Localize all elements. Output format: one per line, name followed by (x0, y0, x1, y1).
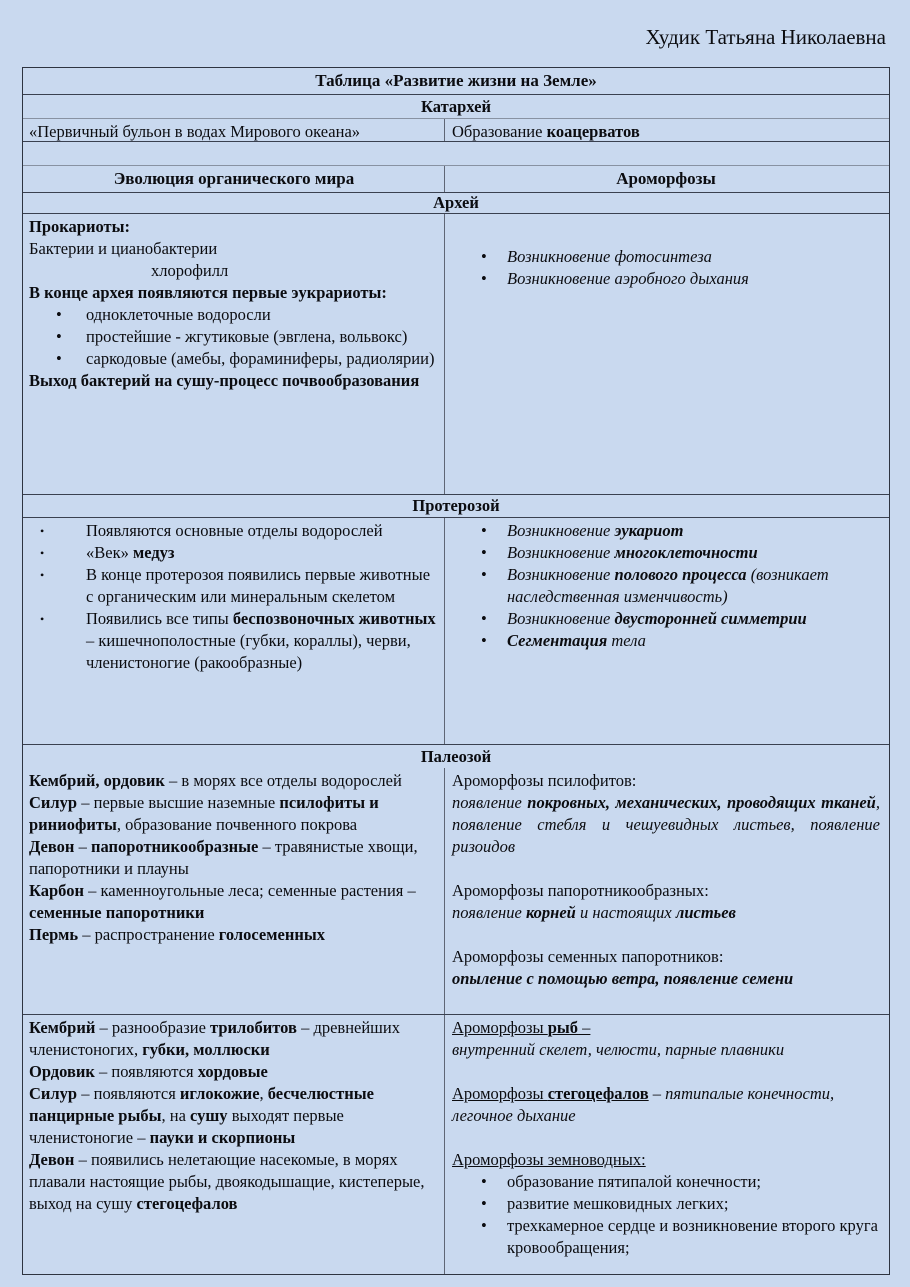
column-header-row (23, 165, 889, 192)
bacteria-line: Бактерии и цианобактерии (29, 239, 218, 258)
table-title-row (23, 68, 889, 94)
life-development-table (22, 67, 890, 1275)
paleozoi-plants-right-cell (445, 768, 888, 1014)
ferns-heading: Ароморфозы папоротникообразных: (452, 881, 709, 900)
archei-right-cell (445, 214, 888, 494)
blank-line (452, 1127, 880, 1149)
list-item: • Возникновение полового процесса (возникает наследственная изменчивость) (452, 564, 880, 608)
column-header-right-cell (445, 166, 888, 192)
blank-line (452, 1061, 880, 1083)
blank-line (452, 924, 880, 946)
ordovician-text: Ордовик – появляются хордовые (29, 1062, 268, 1081)
katarchei-right-cell (445, 119, 888, 141)
table-title: Таблица «Развитие жизни на Земле» (315, 71, 597, 90)
archei-left-cell (23, 214, 445, 494)
cambrian-ordovician-text: Кембрий, ордовик – в морях все отделы водорослей (29, 771, 402, 790)
psilophytes-heading: Ароморфозы псилофитов: (452, 771, 637, 790)
list-item: • саркодовые (амебы, фораминиферы, радиолярии) (29, 348, 439, 370)
devonian-text: Девон – папоротникообразные – травянистые хвощи, папоротники и плауны (29, 837, 418, 878)
archei-left-list (29, 304, 439, 370)
primordial-soup-text: «Первичный бульон в водах Мирового океана» (29, 122, 361, 141)
list-item: • Возникновение фотосинтеза (452, 246, 880, 268)
list-item: • Появились все типы беспозвоночных животных – кишечнополостные (губки, кораллы), черви, членистоногие (ракообразные) (29, 608, 439, 674)
list-item: • трехкамерное сердце и возникновение второго круга кровообращения; (452, 1215, 880, 1259)
list-item: • Возникновение двусторонней симметрии (452, 608, 880, 630)
column-header-evolution: Эволюция органического мира (113, 169, 355, 188)
proterozoi-right-cell (445, 518, 888, 744)
paleozoi-animals-left-cell (23, 1015, 445, 1274)
list-item: • «Век» медуз (29, 542, 439, 564)
list-item: • одноклеточные водоросли (29, 304, 439, 326)
era-row-katarchei (23, 94, 889, 118)
seed-ferns-heading: Ароморфозы семенных папоротников: (452, 947, 724, 966)
chlorophyll-line: хлорофилл (151, 261, 229, 280)
era-row-archei (23, 192, 889, 213)
blank-line (452, 858, 880, 880)
author-name: Худик Татьяна Николаевна (645, 25, 886, 49)
empty-spacer-row (23, 141, 889, 165)
list-item: • Возникновение эукариот (452, 520, 880, 542)
prokaryotes-heading: Прокариоты: (29, 217, 130, 236)
silurian-text: Силур – первые высшие наземные псилофиты и риниофиты, образование почвенного покрова (29, 793, 379, 834)
paleozoi-plants-row (23, 768, 889, 1014)
column-header-left-cell (23, 166, 445, 192)
stegocephalians-heading: Ароморфозы стегоцефалов – пятипалые конечности, легочное дыхание (452, 1084, 835, 1125)
list-item: • Появляются основные отделы водорослей (29, 520, 439, 542)
list-item: • простейшие - жгутиковые (эвглена, вольвокс) (29, 326, 439, 348)
silurian-animals-text: Силур – появляются иглокожие, бесчелюстные панцирные рыбы, на сушу выходят первые членистоногие – пауки и скорпионы (29, 1084, 374, 1147)
list-item: • Возникновение многоклеточности (452, 542, 880, 564)
permian-text: Пермь – распространение голосеменных (29, 925, 325, 944)
list-item: • Сегментация тела (452, 630, 880, 652)
proterozoi-left-cell (23, 518, 445, 744)
era-row-proterozoi (23, 494, 889, 517)
katarchei-left-cell (23, 119, 445, 141)
amphibians-heading: Ароморфозы земноводных: (452, 1150, 646, 1169)
era-label-proterozoi: Протерозой (412, 496, 500, 515)
list-item: • развитие мешковидных легких; (452, 1193, 880, 1215)
proterozoi-content-row (23, 517, 889, 744)
era-label-archei: Архей (433, 193, 479, 212)
proterozoi-left-list (29, 520, 439, 674)
fish-aromorphoses: внутренний скелет, челюсти, парные плавники (452, 1040, 785, 1059)
eukaryotes-heading: В конце архея появляются первые эукрариоты: (29, 283, 387, 302)
list-item: • Возникновение аэробного дыхания (452, 268, 880, 290)
cambrian-text: Кембрий – разнообразие трилобитов – древнейших членистоногих, губки, моллюски (29, 1018, 400, 1059)
seed-ferns-aromorphoses: опыление с помощью ветра, появление семени (452, 969, 794, 988)
amphibians-list (452, 1171, 880, 1259)
devonian-animals-text: Девон – появились нелетающие насекомые, в морях плавали настоящие рыбы, двоякодышащие, кистеперые, выход на сушу стегоцефалов (29, 1150, 425, 1213)
carboniferous-text: Карбон – каменноугольные леса; семенные растения – семенные папоротники (29, 881, 416, 922)
paleozoi-plants-left-cell (23, 768, 445, 1014)
archei-content-row (23, 213, 889, 494)
katarchei-content-row (23, 118, 889, 141)
psilophytes-aromorphoses: появление покровных, механических, проводящих тканей, появление стебля и чешуевидных листьев, появление ризоидов (452, 793, 880, 856)
archei-right-list (452, 246, 880, 290)
era-label-paleozoi: Палеозой (420, 746, 492, 766)
era-row-paleozoi (23, 744, 889, 768)
paleozoi-animals-right-cell (445, 1015, 888, 1274)
column-header-aromorphoses: Ароморфозы (616, 169, 716, 188)
paleozoi-animals-row (23, 1014, 889, 1274)
list-item: • В конце протерозоя появились первые животные с органическим или минеральным скелетом (29, 564, 439, 608)
soil-formation-text: Выход бактерий на сушу-процесс почвообразования (29, 371, 420, 390)
proterozoi-right-list (452, 520, 880, 652)
coacervates-text: Образование коацерватов (452, 122, 640, 141)
era-label-katarchei: Катархей (421, 96, 491, 116)
ferns-aromorphoses: появление корней и настоящих листьев (452, 903, 736, 922)
list-item: • образование пятипалой конечности; (452, 1171, 880, 1193)
fish-heading: Ароморфозы рыб – (452, 1018, 591, 1037)
